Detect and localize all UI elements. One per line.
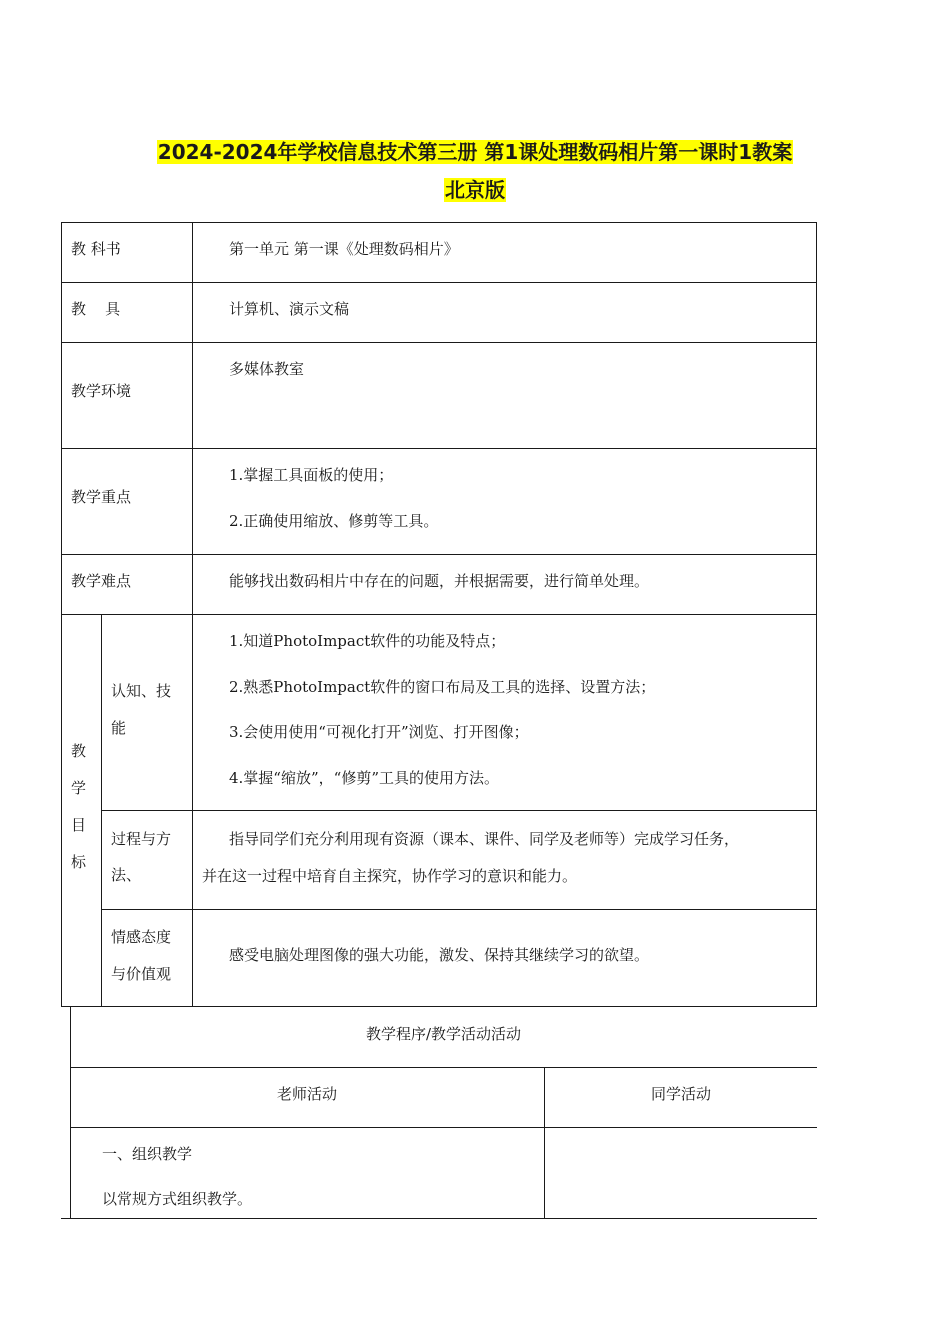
emotion-label-cont: 与价值观: [111, 965, 172, 983]
section-title: 一、组织教学: [102, 1145, 193, 1163]
key-points-label: 教学重点: [71, 488, 132, 506]
cognitive-item: 3.会使用使用“可视化打开”浏览、打开图像；: [229, 723, 529, 741]
emotion-value: 感受电脑处理图像的强大功能，激发、保持其继续学习的欲望。: [229, 946, 650, 964]
environment-value: 多媒体教室: [229, 360, 305, 378]
difficulty-label: 教学难点: [71, 572, 132, 590]
tools-value: 计算机、演示文稿: [229, 300, 350, 318]
document-title-line2: 北京版: [445, 178, 505, 202]
difficulty-value: 能够找出数码相片中存在的问题，并根据需要，进行简单处理。: [229, 572, 650, 590]
cognitive-label-cont: 能: [111, 719, 127, 737]
emotion-label: 情感态度: [111, 928, 172, 946]
environment-label: 教学环境: [71, 382, 132, 400]
cognitive-label: 认知、技: [111, 682, 172, 700]
procedure-header: 教学程序/教学活动活动: [365, 1025, 522, 1043]
cognitive-item: 4.掌握“缩放”，“修剪”工具的使用方法。: [229, 769, 499, 787]
process-label-cont: 法、: [111, 866, 142, 884]
goals-label-char: 教: [71, 742, 87, 760]
key-point-item: 2.正确使用缩放、修剪等工具。: [229, 512, 439, 530]
goals-label-char: 标: [71, 853, 87, 871]
cognitive-item: 1.知道PhotoImpact软件的功能及特点；: [229, 632, 506, 650]
tools-label: 教 具: [71, 300, 121, 318]
student-activity-header: 同学活动: [650, 1085, 711, 1103]
goals-label-char: 学: [71, 779, 87, 797]
key-point-item: 1.掌握工具面板的使用；: [229, 466, 394, 484]
process-text-line2: 并在这一过程中培育自主探究，协作学习的意识和能力。: [202, 867, 578, 885]
textbook-value: 第一单元 第一课《处理数码相片》: [229, 240, 459, 258]
cognitive-item: 2.熟悉PhotoImpact软件的窗口布局及工具的选择、设置方法；: [229, 678, 656, 696]
teacher-activity-header: 老师活动: [276, 1085, 337, 1103]
section-text: 以常规方式组织教学。: [102, 1190, 253, 1208]
process-label: 过程与方: [111, 830, 172, 848]
process-text-line1: 指导同学们充分利用现有资源（课本、课件、同学及老师等）完成学习任务，: [229, 830, 740, 848]
document-title-line1: 2024-2024年学校信息技术第三册 第1课处理数码相片第一课时1教案: [157, 140, 793, 164]
goals-label-char: 目: [71, 816, 87, 834]
textbook-label: 教 科书: [71, 240, 121, 258]
